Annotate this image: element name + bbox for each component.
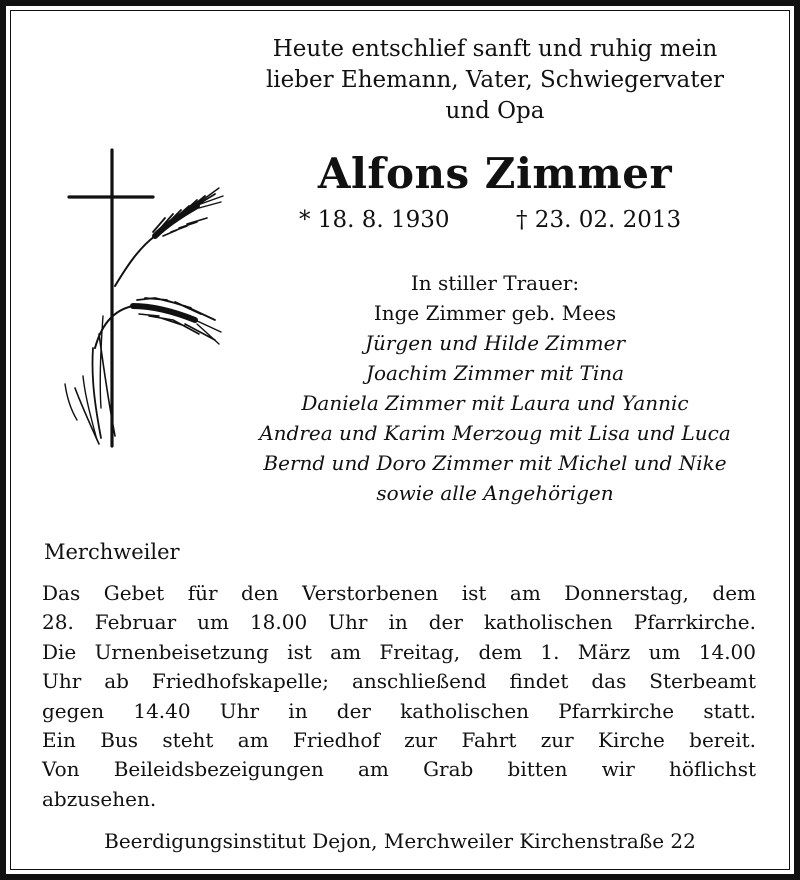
mourners-list: [200, 268, 790, 508]
funeral-home: Beerdigungsinstitut Dejon, Merchweiler Kirchenstraße 22: [104, 829, 696, 853]
mourner-spouse: Inge Zimmer geb. Mees: [373, 301, 617, 325]
deceased-name: Alfons Zimmer: [317, 149, 673, 198]
death-date: † 23. 02. 2013: [516, 207, 682, 233]
announcement-text: [42, 579, 756, 814]
announcement-line: Das Gebet für den Verstorbenen ist am Donnerstag, dem: [42, 581, 756, 605]
mourner-family: Daniela Zimmer mit Laura und Yannic: [301, 391, 689, 415]
intro-line: Heute entschlief sanft und ruhig mein: [272, 36, 718, 62]
birth-date: * 18. 8. 1930: [299, 207, 450, 233]
mourner-family: Bernd und Doro Zimmer mit Michel und Nike: [263, 451, 727, 475]
mourner-family: Andrea und Karim Merzoug mit Lisa und Luca: [259, 421, 731, 445]
mourner-family: sowie alle Angehörigen: [376, 481, 614, 505]
announcement-line: Uhr ab Friedhofskapelle; anschließend findet das Sterbeamt: [42, 669, 756, 694]
announcement-line: Ein Bus steht am Friedhof zur Fahrt zur Kirche bereit.: [42, 728, 756, 753]
intro-text: [200, 34, 790, 127]
intro-line: lieber Ehemann, Vater, Schwiegervater: [265, 67, 725, 93]
announcement-line: gegen 14.40 Uhr in der katholischen Pfarrkirche statt.: [42, 698, 756, 723]
intro-line: und Opa: [445, 98, 545, 124]
mourners-heading: In stiller Trauer:: [410, 271, 580, 295]
place-name: Merchweiler: [44, 540, 180, 564]
announcement-line: abzusehen.: [42, 786, 157, 811]
announcement-line: Von Beileidsbezeigungen am Grab bitten wir höflichst: [42, 757, 756, 782]
announcement-line: 28. Februar um 18.00 Uhr in der katholischen Pfarrkirche.: [42, 610, 756, 635]
mourner-family: Joachim Zimmer mit Tina: [365, 361, 625, 385]
announcement-line: Die Urnenbeisetzung ist am Freitag, dem 1. März um 14.00: [42, 639, 756, 664]
mourner-family: Jürgen und Hilde Zimmer: [364, 331, 626, 355]
